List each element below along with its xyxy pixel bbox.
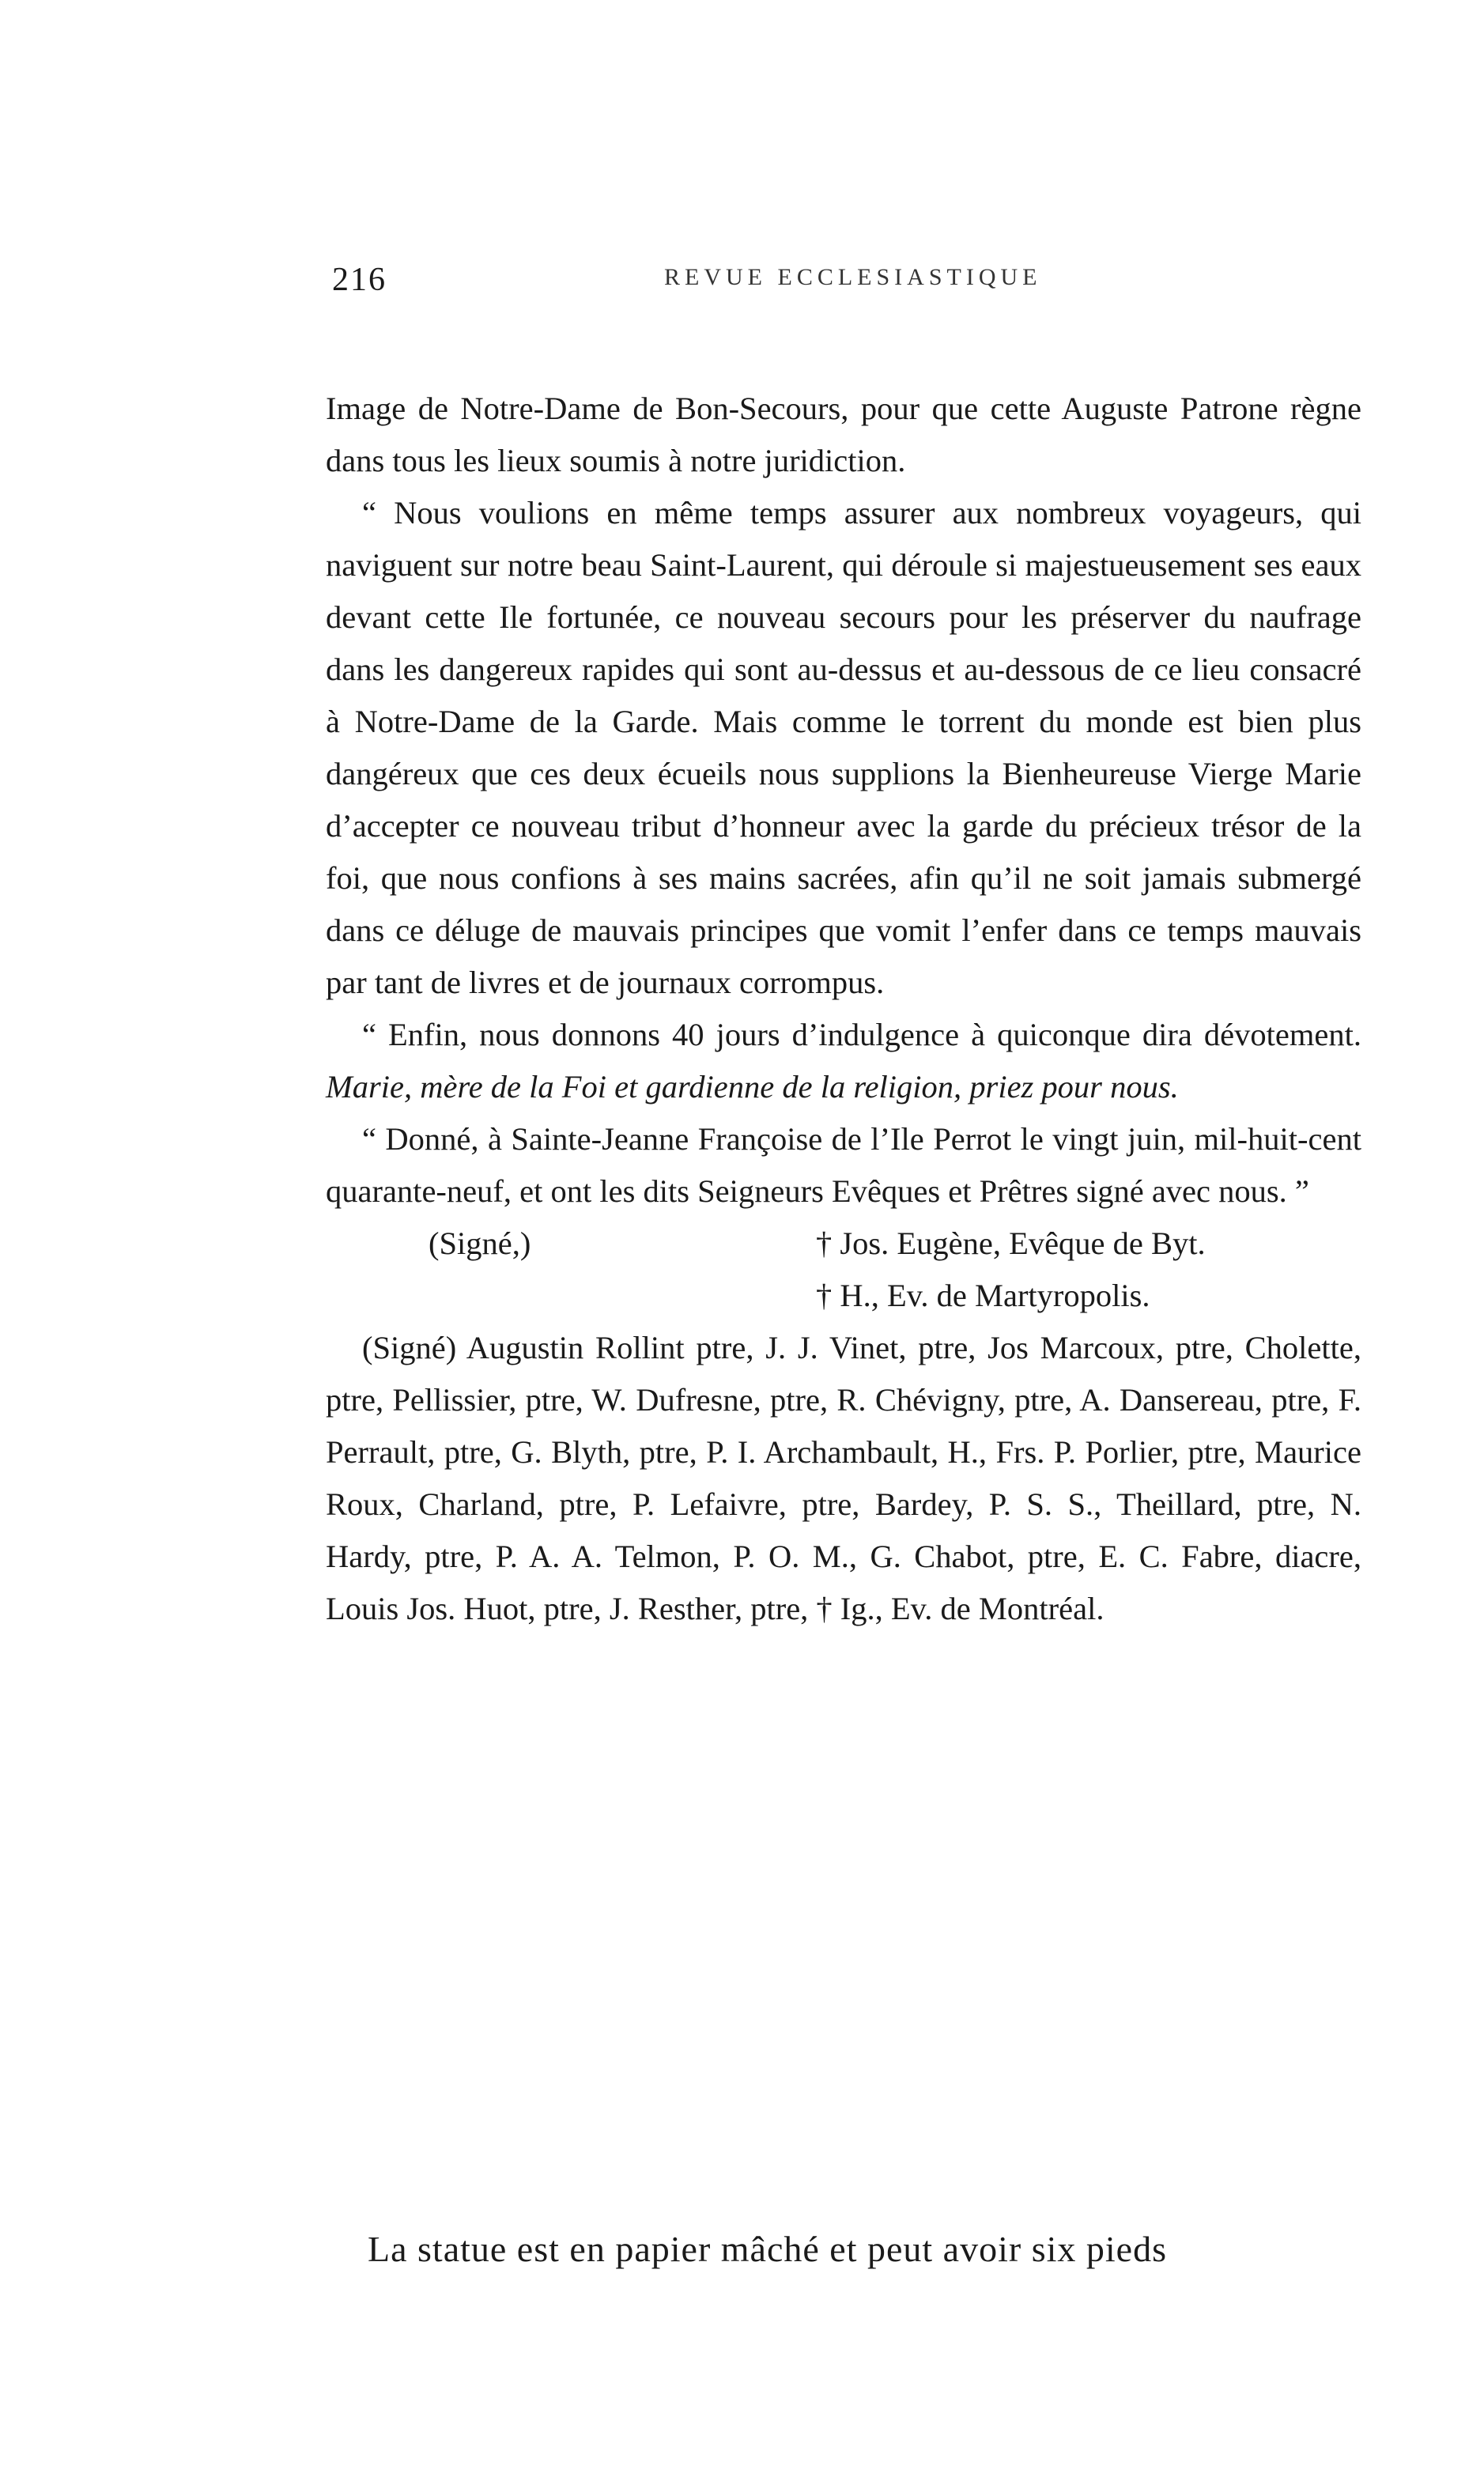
paragraph-continuation: Image de Notre-Dame de Bon-Secours, pour que cette Auguste Patrone règne dans tous les lieux soumis à notre juridiction. <box>326 391 1361 478</box>
body-text <box>326 383 1361 1635</box>
signature-block <box>326 1218 1361 1322</box>
page-number: 216 <box>332 262 387 298</box>
running-head: REVUE ECCLESIASTIQUE <box>664 264 1042 290</box>
paragraph-voyageurs: “ Nous voulions en même temps assurer aux nombreux voyageurs, qui naviguent sur notre beau Saint-Laurent, qui déroule si majestueusement ses eaux devant cette Ile fortunée, ce nouveau secours pour les préserver du naufrage dans les dangereux rapides qui sont au-dessus et au-dessous de ce lieu consacré à Notre-Dame de la Garde. Mais comme le torrent du monde est bien plus dangéreux que ces deux écueils nous supplions la Bienheureuse Vierge Marie d’accepter ce nouveau tribut d’honneur avec la garde du précieux trésor de la foi, que nous confions à ses mains sacrées, afin qu’il ne soit jamais submergé dans ce déluge de mauvais principes que vomit l’enfer dans ce temps mauvais par tant de livres et de journaux corrompus. <box>326 495 1361 1000</box>
signature-eugene: † Jos. Eugène, Evêque de Byt. <box>816 1225 1206 1261</box>
signature-martyropolis: † H., Ev. de Martyropolis. <box>816 1278 1150 1313</box>
paragraph-indulgence <box>326 1009 1361 1113</box>
paragraph-donne: “ Donné, à Sainte-Jeanne Françoise de l’Ile Perrot le vingt juin, mil-huit-cent quarante-neuf, et ont les dits Seigneurs Evêques et Prêtres signé avec nous. ” <box>326 1121 1361 1209</box>
prayer-text: Marie, mère de la Foi et gardienne de la religion, priez pour nous. <box>326 1069 1179 1105</box>
closing-line: La statue est en papier mâché et peut avoir six pieds <box>368 2229 1167 2269</box>
indulgence-text: “ Enfin, nous donnons 40 jours d’indulgence à quiconque dira dévotement. <box>362 1017 1361 1052</box>
paragraph-signers: (Signé) Augustin Rollint ptre, J. J. Vinet, ptre, Jos Marcoux, ptre, Cholette, ptre, Pellissier, ptre, W. Dufresne, ptre, R. Chévigny, ptre, A. Dansereau, ptre, F. Perrault, ptre, G. Blyth, ptre, P. I. Archambault, H., Frs. P. Porlier, ptre, Maurice Roux, Charland, ptre, P. Lefaivre, ptre, Bardey, P. S. S., Theillard, ptre, N. Hardy, ptre, P. A. A. Telmon, P. O. M., G. Chabot, ptre, E. C. Fabre, diacre, Louis Jos. Huot, ptre, J. Resther, ptre, † Ig., Ev. de Montréal. <box>326 1330 1361 1626</box>
signature-label: (Signé,) <box>429 1225 531 1261</box>
page-header <box>332 261 1360 308</box>
